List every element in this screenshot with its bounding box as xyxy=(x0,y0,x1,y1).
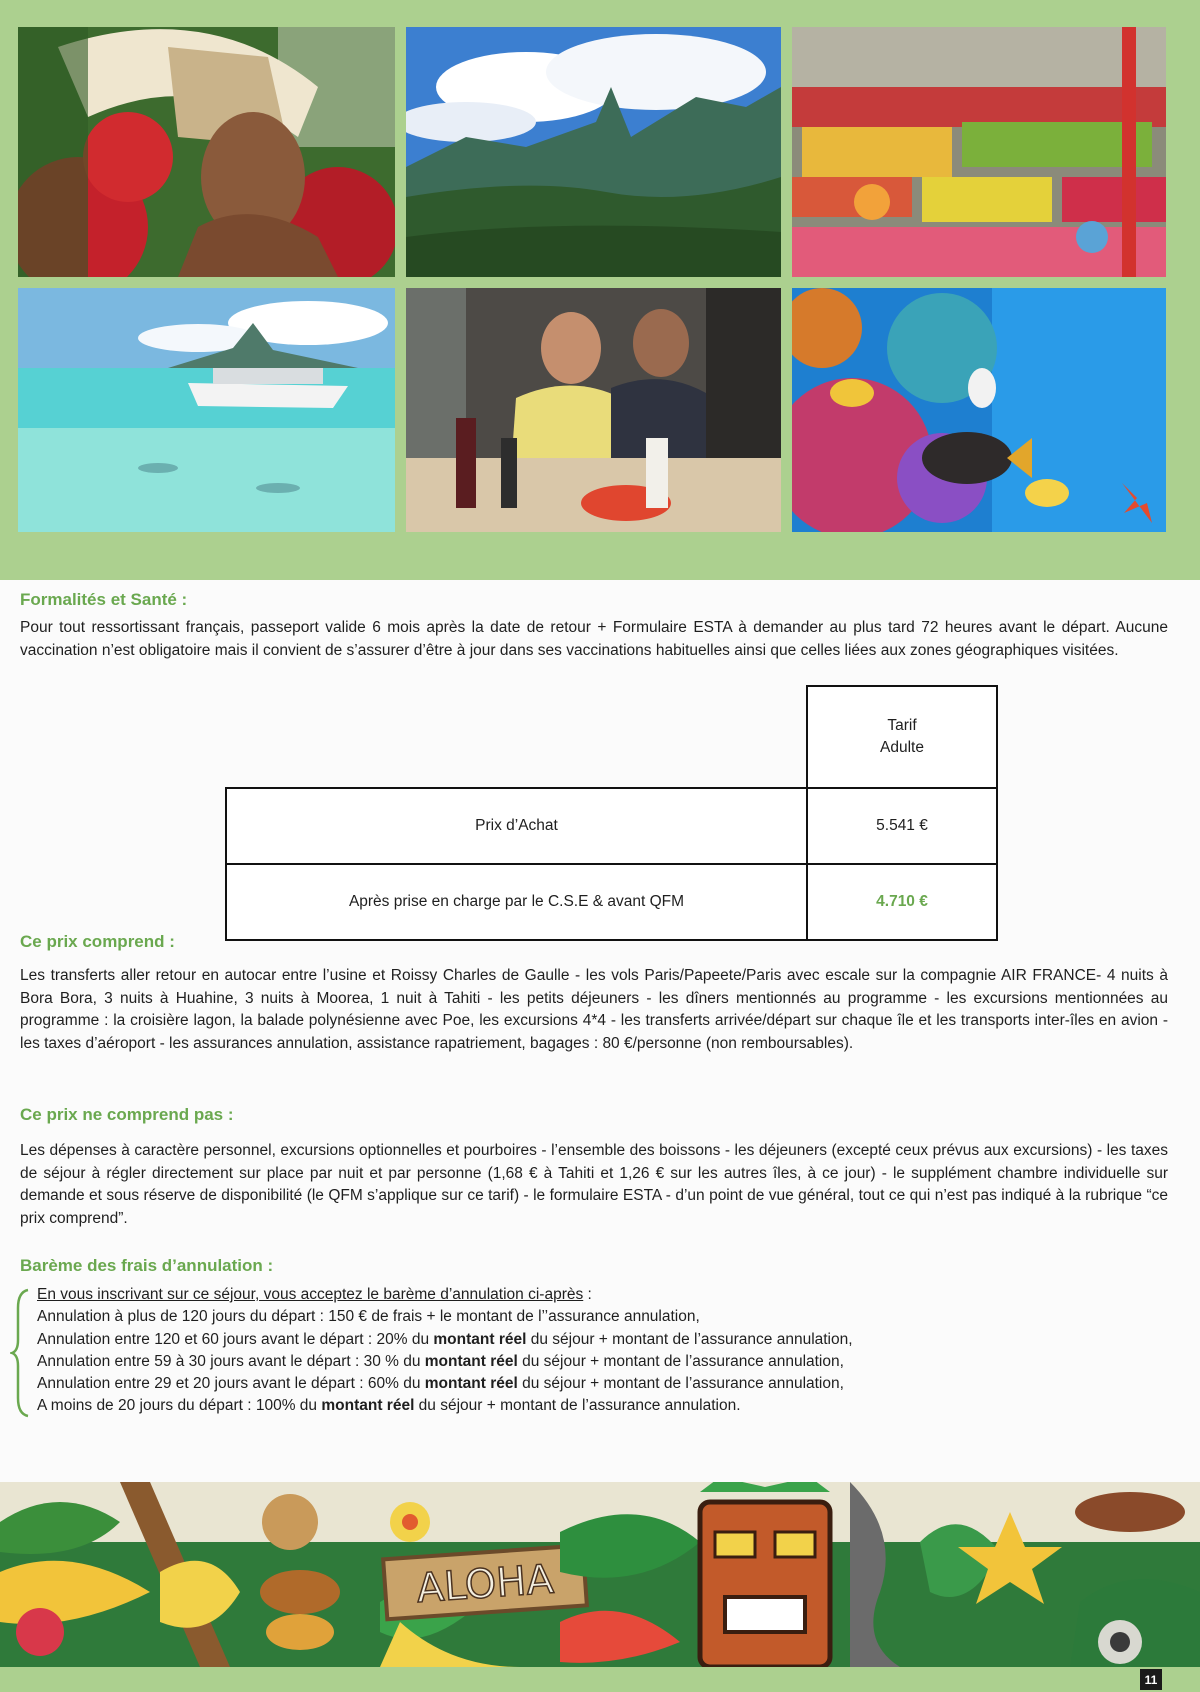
price-table-header xyxy=(806,685,998,789)
price-header-line2: Adulte xyxy=(880,739,924,756)
cancellation-line: Annulation entre 29 et 20 jours avant le départ : 60% du montant réel du séjour + montant de l’assurance annulation, xyxy=(37,1375,844,1393)
cancellation-list xyxy=(37,1284,1157,1418)
cancellation-line: Annulation entre 120 et 60 jours avant le départ : 20% du montant réel du séjour + montant de l’assurance annulation, xyxy=(37,1330,853,1348)
formalites-text: Pour tout ressortissant français, passeport valide 6 mois après la date de retour + Formulaire ESTA à demander au plus tard 72 heures avant le départ. Aucune vaccination n’est obligatoire mais il convient de s’assurer d’être à jour dans ses vaccinations habituelles ainsi que celles liées aux zones géographiques visitées. xyxy=(20,619,1168,659)
comprend-title: Ce prix comprend : xyxy=(20,932,175,951)
coral-reef-fish-photo xyxy=(792,288,1166,532)
price-row-label: Après prise en charge par le C.S.E & avant QFM xyxy=(225,863,808,941)
ne-comprend-pas-title: Ce prix ne comprend pas : xyxy=(20,1105,234,1124)
price-row-label: Prix d’Achat xyxy=(225,787,808,865)
tahitian-dancer-photo xyxy=(18,27,395,277)
annulation-title: Barème des frais d’annulation : xyxy=(20,1256,274,1275)
lagoon-boat-photo xyxy=(18,288,395,532)
polynesian-doodle-artwork xyxy=(0,1482,1200,1667)
cooking-women-photo xyxy=(406,288,781,532)
aloha-sign-text: ALOHA xyxy=(415,1556,556,1613)
cancellation-line: A moins de 20 jours du départ : 100% du montant réel du séjour + montant de l’assurance annulation. xyxy=(37,1397,741,1415)
cancellation-line: Annulation à plus de 120 jours du départ : 150 € de frais + le montant de l’’assurance annulation, xyxy=(37,1308,700,1326)
fruit-market-photo xyxy=(792,27,1166,277)
footer-strip xyxy=(0,1667,1200,1692)
cancellation-intro: En vous inscrivant sur ce séjour, vous acceptez le barème d’annulation ci-après : xyxy=(37,1286,592,1303)
ne-comprend-pas-text: Les dépenses à caractère personnel, excursions optionnelles et pourboires - l’ensemble des boissons - les déjeuners (excepté ceux prévus aux excursions) - les taxes de séjour à régler directement sur place par nuit et par personne (1,68 € à Tahiti et 1,26 € sur les autres îles, à ce jour) - le supplément chambre individuelle sur demande et sous réserve de disponibilité (le QFM s’applique sur ce tarif) - le formulaire ESTA - d’un point de vue général, tout ce qui n’est pas indiqué à la rubrique “ce prix comprend”. xyxy=(20,1142,1168,1227)
price-row-value-highlight: 4.710 € xyxy=(806,863,998,941)
price-header-line1: Tarif xyxy=(887,717,917,734)
page-number: 11 xyxy=(1140,1669,1162,1690)
price-row-value: 5.541 € xyxy=(806,787,998,865)
photo-band xyxy=(0,0,1200,580)
cancellation-line: Annulation entre 59 à 30 jours avant le départ : 30 % du montant réel du séjour + montant de l’assurance annulation, xyxy=(37,1352,844,1370)
mountain-valley-photo xyxy=(406,27,781,277)
formalites-title: Formalités et Santé : xyxy=(20,590,188,609)
comprend-text: Les transferts aller retour en autocar entre l’usine et Roissy Charles de Gaulle - les vols Paris/Papeete/Paris avec escale sur la compagnie AIR FRANCE- 4 nuits à Bora Bora, 3 nuits à Huahine, 3 nuits à Moorea, 1 nuit à Tahiti - les petits déjeuners - les dîners mentionnés au programme - les excursions mentionnées au programme : la croisière lagon, la balade polynésienne avec Poe, les excursions 4*4 - les transferts arrivée/départ sur chaque île et les transports inter-îles en avion - les taxes d’aéroport - les assurances annulation, assistance rapatriement, bagages : 80 €/personne (non remboursables). xyxy=(20,967,1168,1052)
curly-brace-icon xyxy=(10,1288,32,1418)
